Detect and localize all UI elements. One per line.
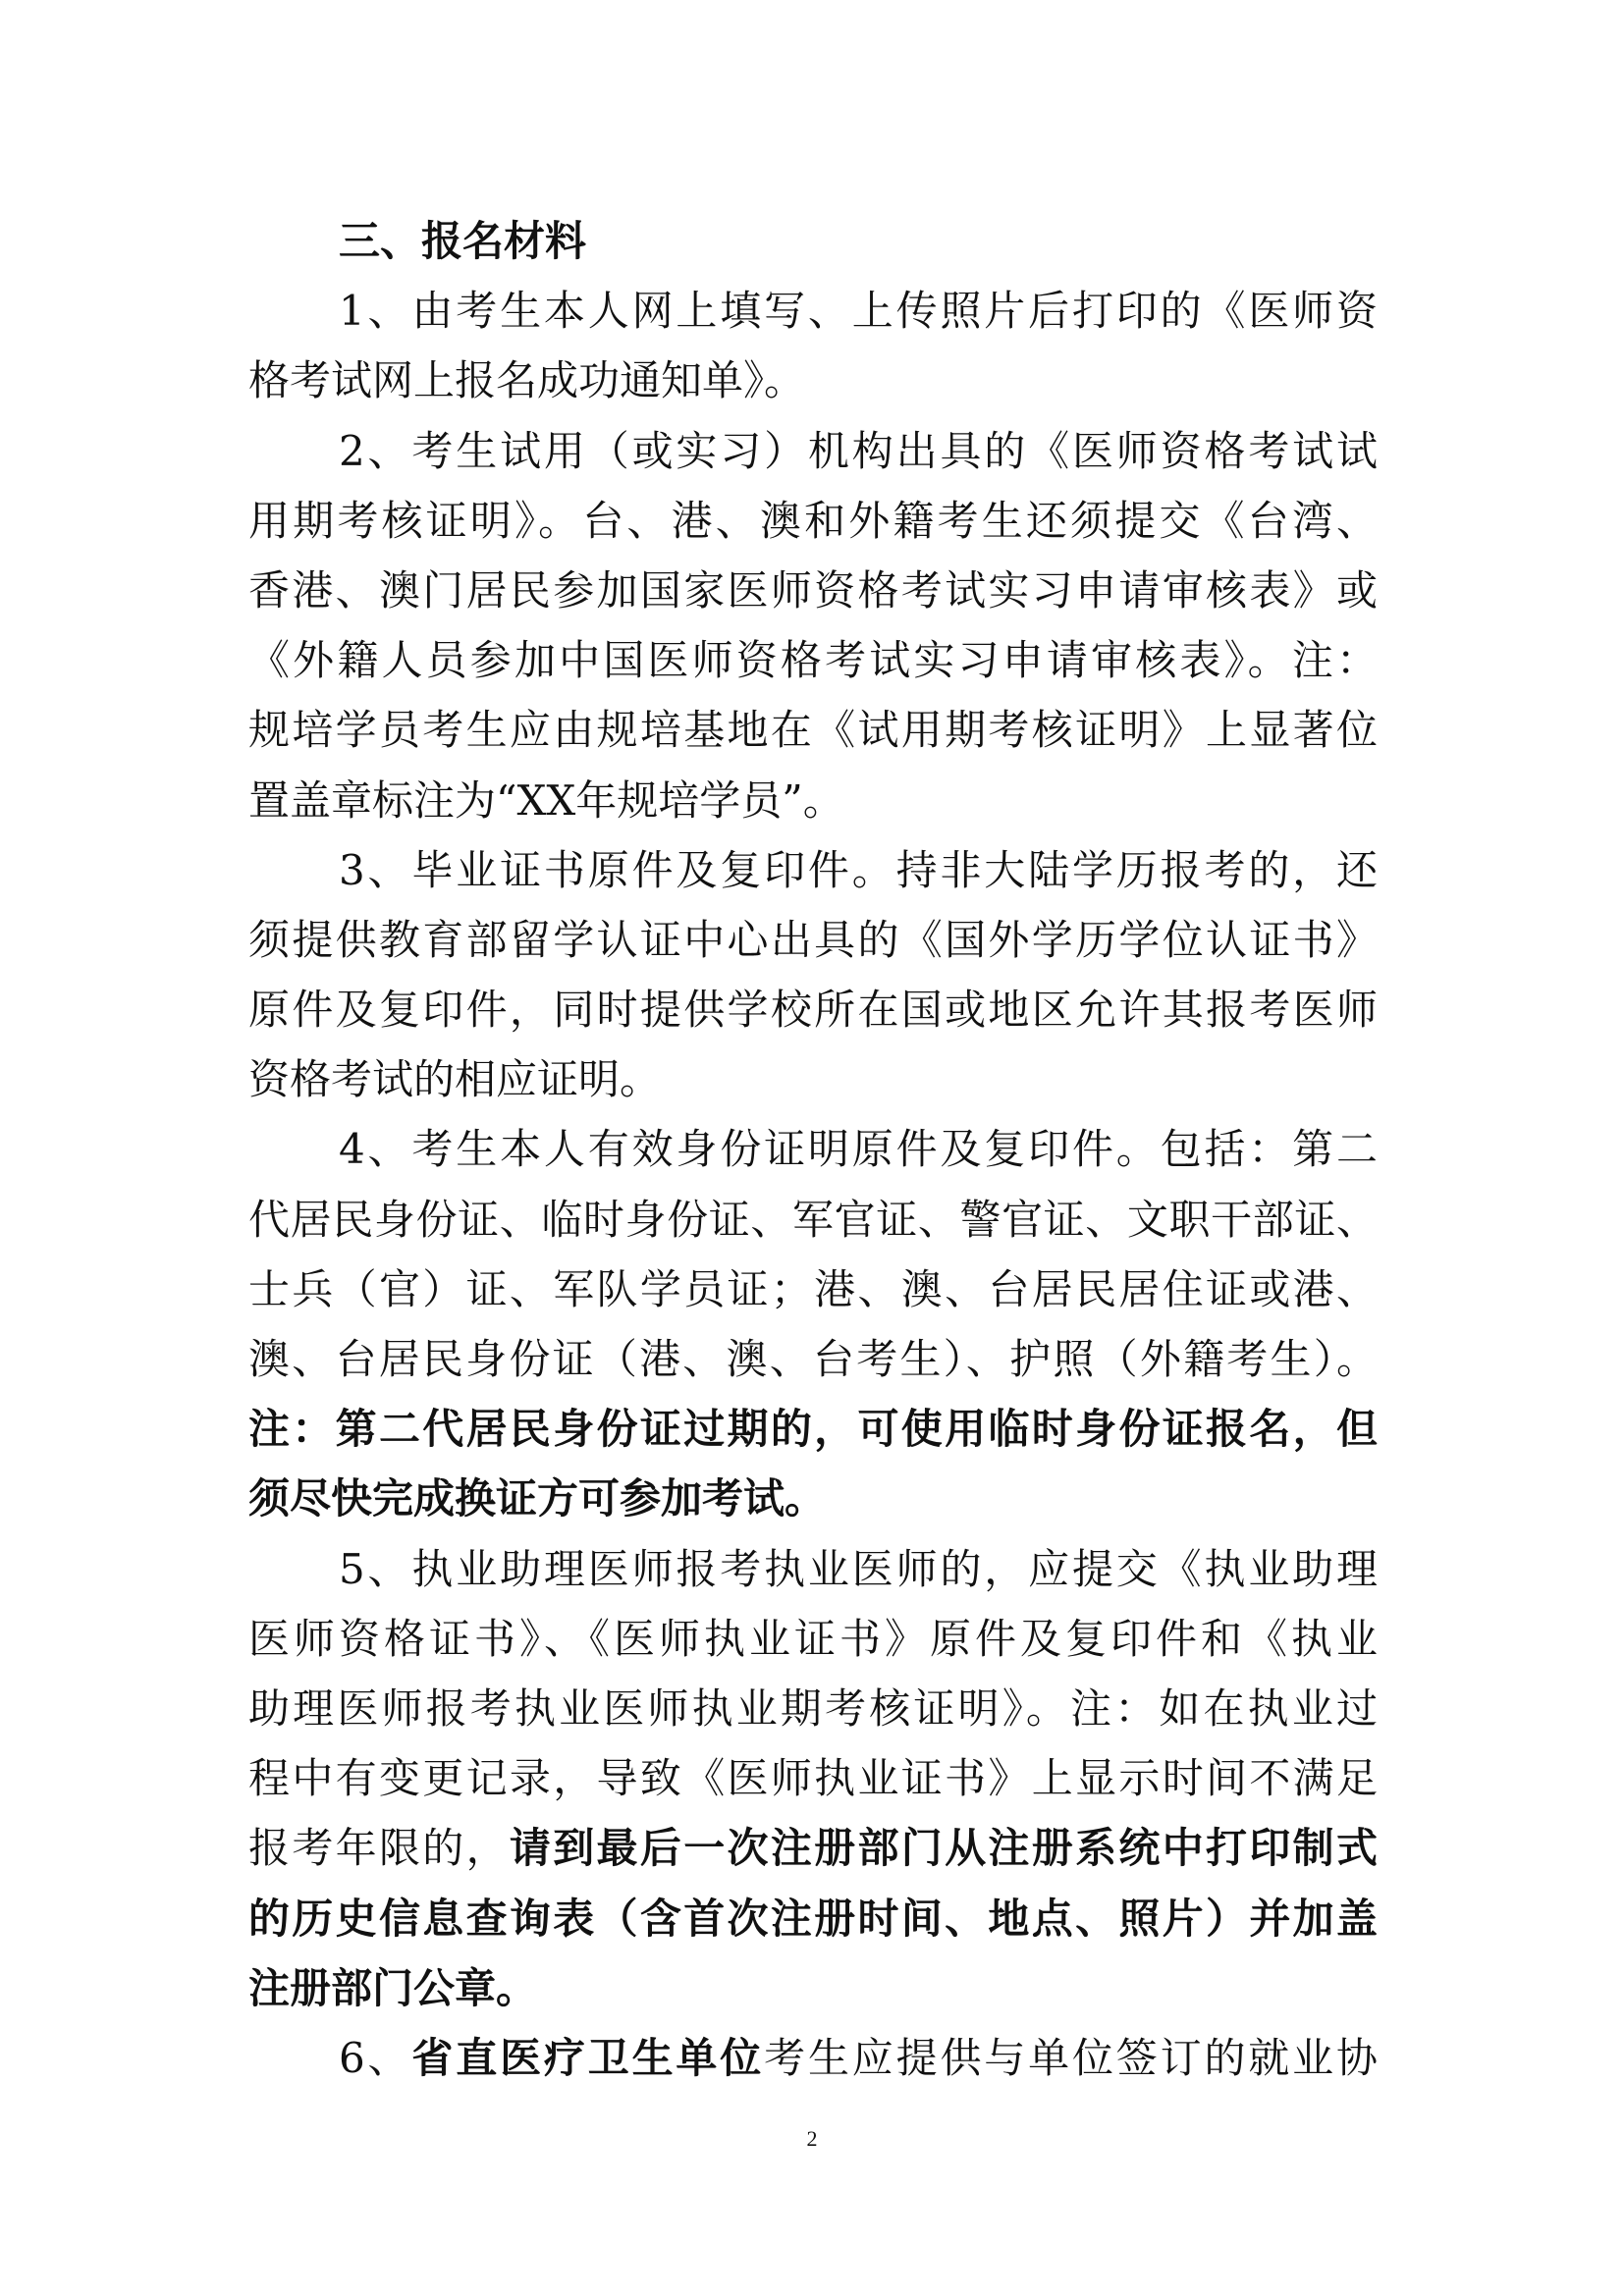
section-heading: 三、报名材料	[339, 217, 587, 265]
paragraph-4-line-3: 士兵（官）证、军队学员证；港、澳、台居民居住证或港、	[248, 1264, 1378, 1313]
paragraph-5-line-6: 的历史信息查询表（含首次注册时间、地点、照片）并加盖	[248, 1894, 1378, 1943]
paragraph-4-line-2: 代居民身份证、临时身份证、军官证、警官证、文职干部证、	[248, 1195, 1378, 1244]
paragraph-1-line-2: 格考试网上报名成功通知单》。	[248, 356, 806, 405]
paragraph-4-note-line-2: 须尽快完成换证方可参加考试。	[248, 1474, 827, 1523]
paragraph-2-line-5: 规培学员考生应由规培基地在《试用期考核证明》上显著位	[248, 706, 1378, 755]
paragraph-6-number: 6、	[339, 2033, 412, 2082]
paragraph-5-line-3: 助理医师报考执业医师执业期考核证明》。注：如在执业过	[248, 1683, 1378, 1733]
paragraph-5-line-2: 医师资格证书》、《医师执业证书》原件及复印件和《执业	[248, 1614, 1378, 1663]
paragraph-5-line-5	[248, 1813, 1378, 1883]
paragraph-5-line-4: 程中有变更记录，导致《医师执业证书》上显示时间不满足	[248, 1754, 1378, 1803]
paragraph-2-line-2: 用期考核证明》。台、港、澳和外籍考生还须提交《台湾、	[248, 496, 1378, 545]
paragraph-2-line-3: 香港、澳门居民参加国家医师资格考试实习申请审核表》或	[248, 565, 1378, 614]
paragraph-3-line-3: 原件及复印件，同时提供学校所在国或地区允许其报考医师	[248, 986, 1378, 1035]
paragraph-5-line-7: 注册部门公章。	[248, 1963, 538, 2012]
paragraph-4-line-4: 澳、台居民身份证（港、澳、台考生）、护照（外籍考生）。	[248, 1335, 1378, 1383]
paragraph-1-line-1: 1、由考生本人网上填写、上传照片后打印的《医师资	[339, 287, 1378, 336]
paragraph-6-line-1	[248, 2023, 1378, 2093]
paragraph-4-note-line-1: 注：第二代居民身份证过期的，可使用临时身份证报名，但	[248, 1405, 1378, 1454]
paragraph-2-line-6: 置盖章标注为“XX年规培学员”。	[248, 775, 844, 825]
paragraph-3-line-4: 资格考试的相应证明。	[248, 1055, 662, 1104]
paragraph-2-line-1: 2、考生试用（或实习）机构出具的《医师资格考试试	[339, 426, 1378, 475]
paragraph-5-line-5-bold: 请到最后一次注册部门从注册系统中打印制式	[509, 1824, 1378, 1873]
paragraph-6-bold: 省直医疗卫生单位	[411, 2033, 765, 2082]
paragraph-4-line-1: 4、考生本人有效身份证明原件及复印件。包括：第二	[339, 1125, 1378, 1174]
paragraph-5-line-5-plain: 报考年限的，	[248, 1824, 510, 1873]
paragraph-3-line-1: 3、毕业证书原件及复印件。持非大陆学历报考的，还	[339, 845, 1378, 894]
paragraph-6-plain: 考生应提供与单位签订的就业协	[764, 2033, 1378, 2082]
document-body	[248, 206, 1378, 2093]
paragraph-2-line-4: 《外籍人员参加中国医师资格考试实习申请审核表》。注：	[248, 636, 1378, 685]
page-number: 2	[806, 2126, 818, 2151]
paragraph-5-line-1: 5、执业助理医师报考执业医师的，应提交《执业助理	[339, 1544, 1378, 1593]
paragraph-3-line-2: 须提供教育部留学认证中心出具的《国外学历学位认证书》	[248, 915, 1378, 964]
